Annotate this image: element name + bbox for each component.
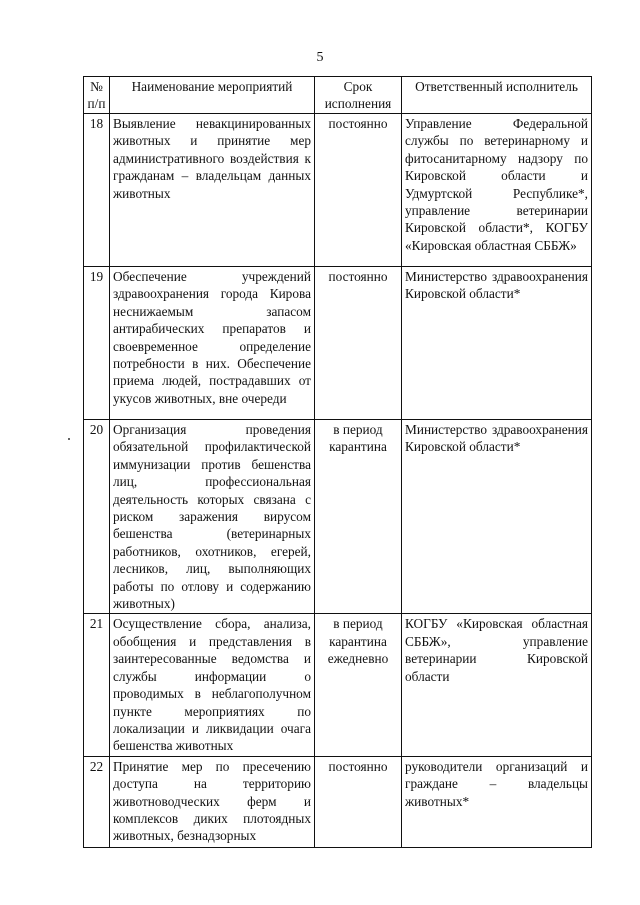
table-header-row (84, 77, 592, 114)
header-term: Срок исполнения (315, 77, 402, 114)
measure-term: постоянно (315, 114, 402, 267)
measure-name: Обеспечение учреждений здравоохранения города Кирова неснижаемым запасом антирабических препаратов и своевременное определение потребности в них. Обеспечение приема людей, пострадавших от укусов животных, вне очереди (110, 267, 315, 420)
measure-term: постоянно (315, 756, 402, 847)
measure-name: Осуществление сбора, анализа, обобщения и представления в заинтересованные ведомства и службы информации о проводимых в неблагополучном пункте мероприятиях по локализации и ликвидации очага бешенства животных (110, 614, 315, 756)
row-number: 22 (84, 756, 110, 847)
measure-term: постоянно (315, 267, 402, 420)
header-num: № п/п (84, 77, 110, 114)
header-responsible: Ответственный исполнитель (402, 77, 592, 114)
table-row (84, 267, 592, 420)
row-number: 18 (84, 114, 110, 267)
table-row (84, 420, 592, 614)
measure-term: в период карантина ежедневно (315, 614, 402, 756)
measure-responsible: КОГБУ «Кировская областная СББЖ», управление ветеринарии Кировской области (402, 614, 592, 756)
measure-name: Выявление невакцинированных животных и принятие мер административного воздействия к гражданам – владельцам данных животных (110, 114, 315, 267)
measure-responsible: Министерство здравоохранения Кировской области* (402, 420, 592, 614)
row-number: 21 (84, 614, 110, 756)
header-name: Наименование мероприятий (110, 77, 315, 114)
table-row (84, 614, 592, 756)
table-row (84, 114, 592, 267)
measure-responsible: руководители организаций и граждане – владельцы животных* (402, 756, 592, 847)
measure-responsible: Управление Федеральной службы по ветеринарному и фитосанитарному надзору по Кировской области и Удмуртской Республике*, управление ветеринарии Кировской области*, КОГБУ «Кировская областная СББЖ» (402, 114, 592, 267)
measure-responsible: Министерство здравоохранения Кировской области* (402, 267, 592, 420)
measure-name: Принятие мер по пресечению доступа на территорию животноводческих ферм и комплексов диких плотоядных животных, безнадзорных (110, 756, 315, 847)
table-row (84, 756, 592, 847)
measure-term: в период карантина (315, 420, 402, 614)
scan-speck (68, 438, 70, 440)
row-number: 20 (84, 420, 110, 614)
measure-name: Организация проведения обязательной профилактической иммунизации против бешенства лиц, профессиональная деятельность которых связана с риском заражения вирусом бешенства (ветеринарных работников, охотников, егерей, лесников, лиц, выполняющих работы по отлову и содержанию животных) (110, 420, 315, 614)
page-number: 5 (316, 50, 324, 65)
measures-table (83, 76, 592, 848)
row-number: 19 (84, 267, 110, 420)
